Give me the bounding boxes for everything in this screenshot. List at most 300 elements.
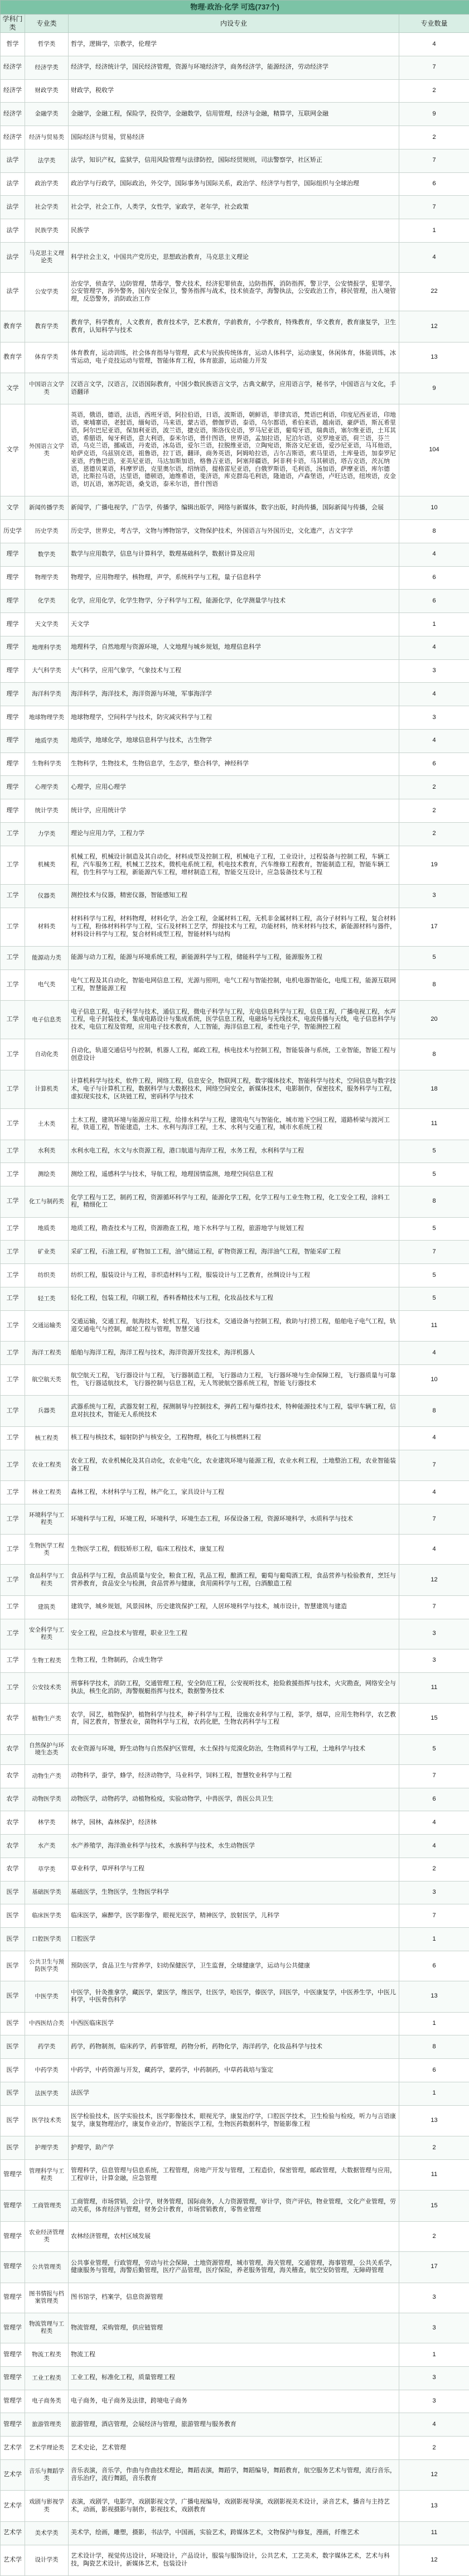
row-majors: 自动化，轨道交通信号与控制，机器人工程，邮政工程，核电技术与控制工程，智能装备与系统，工业智能，智能工程与创意设计 <box>69 1039 399 1070</box>
table-row <box>1 1704 469 1735</box>
row-category: 工学 <box>1 1535 25 1565</box>
table-row <box>1 2105 469 2136</box>
row-category: 理学 <box>1 636 25 659</box>
row-majors: 心理学，应用心理学 <box>69 776 399 799</box>
table-row <box>1 543 469 566</box>
table-row <box>1 126 469 149</box>
row-subcategory: 机械类 <box>25 846 69 884</box>
row-majors: 国际经济与贸易，贸易经济 <box>69 126 399 149</box>
table-row <box>1 2159 469 2191</box>
row-majors: 环境科学与工程，环境工程，环境科学，环境生态工程，环保设备工程，资源环境科学，水质科学与技术 <box>69 1504 399 1534</box>
row-subcategory: 公共卫生与预防医学类 <box>25 1951 69 1981</box>
row-category: 工学 <box>1 1450 25 1481</box>
row-category: 医学 <box>1 1904 25 1928</box>
row-subcategory: 矿业类 <box>25 1241 69 1264</box>
row-category: 工学 <box>1 846 25 884</box>
table-title: 物理·政治·化学 可选(737个) <box>1 1 469 15</box>
row-subcategory: 马克思主义理论类 <box>25 242 69 272</box>
row-majors: 基础医学，生物医学，生物医学科学 <box>69 1881 399 1904</box>
row-subcategory: 天文学类 <box>25 613 69 636</box>
row-category: 医学 <box>1 2105 25 2136</box>
row-count: 1 <box>399 219 469 243</box>
table-row <box>1 1734 469 1764</box>
row-subcategory: 管理科学与工程类 <box>25 2159 69 2191</box>
row-majors: 化学工程与工艺，制药工程，资源循环科学与工程，能源化学工程，化学工程与工业生物工程，化工安全工程，涂料工程，精细化工 <box>69 1186 399 1218</box>
row-majors: 测绘工程，遥感科学与技术，导航工程，地理国情监测，地理空间信息工程 <box>69 1163 399 1186</box>
row-majors: 管理科学，信息管理与信息系统，工程管理，房地产开发与管理，工程造价，保密管理，邮政管理，大数据管理与应用，工程审计，计算金融，应急管理 <box>69 2159 399 2191</box>
row-category: 文学 <box>1 496 25 520</box>
row-majors: 化学，应用化学，化学生物学，分子科学与工程，能源化学，化学测量学与技术 <box>69 590 399 613</box>
row-category: 管理学 <box>1 2413 25 2437</box>
header-majors: 内设专业 <box>69 15 399 33</box>
table-row <box>1 1881 469 1904</box>
row-count: 6 <box>399 590 469 613</box>
row-count: 8 <box>399 1396 469 1427</box>
row-category: 工学 <box>1 1241 25 1264</box>
row-category: 工学 <box>1 1504 25 1534</box>
row-subcategory: 水产类 <box>25 1835 69 1858</box>
row-subcategory: 林学类 <box>25 1811 69 1835</box>
row-count: 3 <box>399 2366 469 2390</box>
row-category: 法学 <box>1 149 25 172</box>
row-count: 4 <box>399 33 469 56</box>
row-count: 6 <box>399 1951 469 1981</box>
row-category: 管理学 <box>1 2366 25 2390</box>
row-majors: 农业资源与环境，野生动物与自然保护区管理，水土保持与荒漠化防治，生物质科学与工程，土地科学与技术 <box>69 1734 399 1764</box>
table-row <box>1 2343 469 2367</box>
row-count: 7 <box>399 196 469 219</box>
table-body <box>1 33 469 2576</box>
row-category: 工学 <box>1 1396 25 1427</box>
row-majors: 法学，知识产权，监狱学，信用风险管理与法律防控，国际经贸规则，司法警察学，社区矫正 <box>69 149 399 172</box>
table-row <box>1 636 469 659</box>
row-subcategory: 动物生产类 <box>25 1764 69 1788</box>
table-row <box>1 1039 469 1070</box>
row-subcategory: 测绘类 <box>25 1163 69 1186</box>
row-category: 文学 <box>1 404 25 496</box>
row-count: 1 <box>399 2082 469 2105</box>
row-category: 工学 <box>1 1565 25 1596</box>
row-count: 11 <box>399 1109 469 1140</box>
row-count: 18 <box>399 1070 469 1108</box>
row-majors: 地球物理学，空间科学与技术，防灾减灾科学与工程 <box>69 706 399 730</box>
row-majors: 表演，戏剧学，电影学，戏剧影视文学，广播电视编导，戏剧影视导演，戏剧影视美术设计，录音艺术，播音与主持艺术，动画，影视摄影与制作，影视技术，戏剧教育 <box>69 2491 399 2522</box>
row-category: 工学 <box>1 1342 25 1365</box>
header-category: 学科门类 <box>1 15 25 33</box>
row-count: 15 <box>399 1704 469 1735</box>
row-subcategory: 公安学类 <box>25 273 69 311</box>
row-subcategory: 工商管理类 <box>25 2191 69 2222</box>
table-row <box>1 2221 469 2251</box>
row-count: 4 <box>399 683 469 706</box>
table-row <box>1 1595 469 1619</box>
row-subcategory: 轻工类 <box>25 1287 69 1310</box>
table-row <box>1 1951 469 1981</box>
row-subcategory: 植物生产类 <box>25 1704 69 1735</box>
row-majors: 图书馆学，档案学，信息资源管理 <box>69 2283 399 2313</box>
row-majors: 口腔医学 <box>69 1928 399 1951</box>
row-category: 理学 <box>1 659 25 683</box>
table-row <box>1 242 469 272</box>
row-majors: 动物科学，蚕学，蜂学，经济动物学，马业科学，饲料工程，智慧牧业科学与工程 <box>69 1764 399 1788</box>
row-category: 农学 <box>1 1835 25 1858</box>
row-majors: 生物医学工程，假肢矫形工程，临床工程技术，康复工程 <box>69 1535 399 1565</box>
row-subcategory: 公共管理类 <box>25 2252 69 2283</box>
row-count: 15 <box>399 2191 469 2222</box>
table-row <box>1 659 469 683</box>
row-subcategory: 财政学类 <box>25 79 69 103</box>
row-category: 教育学 <box>1 342 25 373</box>
row-category: 医学 <box>1 2035 25 2059</box>
row-majors: 林学，园林，森林保护，经济林 <box>69 1811 399 1835</box>
table-row <box>1 1811 469 1835</box>
row-count: 11 <box>399 2159 469 2191</box>
row-majors: 船舶与海洋工程，海洋工程与技术，海洋资源开发技术，海洋机器人 <box>69 1342 399 1365</box>
table-row <box>1 1928 469 1951</box>
row-subcategory: 建筑类 <box>25 1595 69 1619</box>
row-majors: 经济学，经济统计学，国民经济管理，资源与环境经济学，商务经济学，能源经济，劳动经济学 <box>69 56 399 79</box>
table-row <box>1 1450 469 1481</box>
row-count: 19 <box>399 846 469 884</box>
row-majors: 水利水电工程，水文与水资源工程，港口航道与海岸工程，水务工程，水利科学与工程 <box>69 1140 399 1163</box>
row-category: 经济学 <box>1 103 25 126</box>
table-row <box>1 273 469 311</box>
row-subcategory: 金融学类 <box>25 103 69 126</box>
row-count: 7 <box>399 1450 469 1481</box>
table-row <box>1 683 469 706</box>
row-category: 农学 <box>1 1858 25 1881</box>
row-count: 1 <box>399 2012 469 2035</box>
row-count: 3 <box>399 1649 469 1672</box>
row-category: 工学 <box>1 969 25 1001</box>
row-category: 理学 <box>1 799 25 823</box>
row-category: 医学 <box>1 2012 25 2035</box>
row-majors: 公共事业管理，行政管理，劳动与社会保障，土地资源管理，城市管理，海关管理，交通管理，海事管理，公共关系学，健康服务与管理，海警后勤管理，医疗产品管理，医疗保险，养老服务管理，海关稽查，航空安防管理，无障碍管理 <box>69 2252 399 2283</box>
row-majors: 工业工程，标准化工程，质量管理工程 <box>69 2366 399 2390</box>
row-subcategory: 医学技术类 <box>25 2105 69 2136</box>
row-category: 工学 <box>1 1109 25 1140</box>
row-category: 农学 <box>1 1704 25 1735</box>
row-count: 8 <box>399 520 469 543</box>
row-subcategory: 药学类 <box>25 2035 69 2059</box>
row-count: 7 <box>399 1504 469 1534</box>
row-subcategory: 材料类 <box>25 908 69 946</box>
table-row <box>1 1264 469 1287</box>
row-count: 4 <box>399 636 469 659</box>
row-category: 法学 <box>1 196 25 219</box>
row-category: 艺术学 <box>1 2437 25 2460</box>
row-subcategory: 民族学类 <box>25 219 69 243</box>
row-count: 2 <box>399 79 469 103</box>
header-subcategory: 专业类 <box>25 15 69 33</box>
row-category: 工学 <box>1 1426 25 1450</box>
row-majors: 医学检验技术，医学实验技术，医学影像技术，眼视光学，康复治疗学，口腔医学技术，卫生检验与检疫，听力与言语康复学，康复物理治疗，康复作业治疗，智能医学工程，生物医药数据科学，智能影像工程 <box>69 2105 399 2136</box>
row-majors: 武器系统与工程，武器发射工程，探测制导与控制技术，弹药工程与爆炸技术，特种能源技术与工程，装甲车辆工程，信息对抗技术，智能无人系统技术 <box>69 1396 399 1427</box>
row-majors: 土木工程，建筑环境与能源应用工程，给排水科学与工程，建筑电气与智能化，城市地下空间工程，道路桥梁与渡河工程，铁道工程，智能建造，土木、水利与海洋工程，土木、水利与交通工程，城市水系统工程 <box>69 1109 399 1140</box>
table-row <box>1 969 469 1001</box>
row-subcategory: 地球物理学类 <box>25 706 69 730</box>
row-subcategory: 数学类 <box>25 543 69 566</box>
row-majors: 地质工程，勘查技术与工程，资源勘查工程，地下水科学与工程，旅游地学与规划工程 <box>69 1217 399 1241</box>
row-subcategory: 核工程类 <box>25 1426 69 1450</box>
row-category: 管理学 <box>1 2390 25 2413</box>
row-subcategory: 图书情报与档案管理类 <box>25 2283 69 2313</box>
row-count: 22 <box>399 273 469 311</box>
row-majors: 机械工程，机械设计制造及其自动化，材料成型及控制工程，机械电子工程，工业设计，过程装备与控制工程，车辆工程，汽车服务工程，机械工艺技术，微机电系统工程，机电技术教育，汽车维修工程教育，智能制造工程，智能车辆工程，仿生科学与工程，新能源汽车工程，增材制造工程，智能交互设计，应急装备技术与工程 <box>69 846 399 884</box>
row-category: 理学 <box>1 706 25 730</box>
row-subcategory: 农业工程类 <box>25 1450 69 1481</box>
table-row <box>1 1504 469 1534</box>
table-row <box>1 79 469 103</box>
row-category: 经济学 <box>1 56 25 79</box>
table-row <box>1 706 469 730</box>
row-majors: 金融学，金融工程，保险学，投资学，金融数学，信用管理，经济与金融，精算学，互联网金融 <box>69 103 399 126</box>
row-majors: 交通运输，交通工程，航海技术，轮机工程，飞行技术，交通设备与控制工程，救助与打捞工程，船舶电子电气工程，轨道交通电气与控制，邮轮工程与管理，智慧交通 <box>69 1310 399 1342</box>
row-majors: 中药学，中药资源与开发，藏药学，蒙药学，中药制药，中草药栽培与鉴定 <box>69 2059 399 2082</box>
row-count: 104 <box>399 404 469 496</box>
row-majors: 物流管理，采购管理，供应链管理 <box>69 2313 399 2343</box>
row-category: 工学 <box>1 908 25 946</box>
table-row <box>1 342 469 373</box>
row-category: 管理学 <box>1 2313 25 2343</box>
table-row <box>1 946 469 969</box>
row-majors: 地理科学，自然地理与资源环境，人文地理与城乡规划，地理信息科学 <box>69 636 399 659</box>
row-subcategory: 生物医学工程类 <box>25 1535 69 1565</box>
row-count: 2 <box>399 799 469 823</box>
row-count: 7 <box>399 1904 469 1928</box>
table-row <box>1 33 469 56</box>
table-row <box>1 799 469 823</box>
row-subcategory: 中国语言文学类 <box>25 373 69 404</box>
table-row <box>1 1858 469 1881</box>
table-row <box>1 2413 469 2437</box>
row-subcategory: 航空航天类 <box>25 1364 69 1396</box>
row-count: 12 <box>399 311 469 342</box>
row-subcategory: 新闻传播学类 <box>25 496 69 520</box>
row-subcategory: 护理学类 <box>25 2136 69 2160</box>
header-count: 专业数量 <box>399 15 469 33</box>
row-majors: 旅游管理，酒店管理，会展经济与管理，旅游管理与服务教育 <box>69 2413 399 2437</box>
row-count: 1 <box>399 1928 469 1951</box>
row-category: 哲学 <box>1 33 25 56</box>
table-row <box>1 373 469 404</box>
table-row <box>1 2136 469 2160</box>
row-majors: 法医学 <box>69 2082 399 2105</box>
row-category: 农学 <box>1 1734 25 1764</box>
row-count: 11 <box>399 2521 469 2545</box>
table-row <box>1 613 469 636</box>
table-row <box>1 1287 469 1310</box>
row-subcategory: 兵器类 <box>25 1396 69 1427</box>
row-category: 工学 <box>1 1039 25 1070</box>
table-row <box>1 2521 469 2545</box>
row-majors: 农林经济管理，农村区域发展 <box>69 2221 399 2251</box>
row-majors: 数学与应用数学，信息与计算科学，数理基础科学，数据计算及应用 <box>69 543 399 566</box>
row-subcategory: 政治学类 <box>25 172 69 196</box>
table-row <box>1 1217 469 1241</box>
row-count: 4 <box>399 543 469 566</box>
row-subcategory: 物理学类 <box>25 566 69 590</box>
row-majors: 草业科学，草坪科学与工程 <box>69 1858 399 1881</box>
row-count: 7 <box>399 1764 469 1788</box>
row-category: 理学 <box>1 776 25 799</box>
row-count: 2 <box>399 1858 469 1881</box>
row-category: 医学 <box>1 2059 25 2082</box>
row-count: 4 <box>399 1535 469 1565</box>
row-majors: 采矿工程，石油工程，矿物加工工程，油气储运工程，矿物资源工程，海洋油气工程，智能采矿工程 <box>69 1241 399 1264</box>
table-row <box>1 1788 469 1811</box>
row-count: 2 <box>399 2437 469 2460</box>
row-majors: 天文学 <box>69 613 399 636</box>
row-category: 工学 <box>1 1672 25 1704</box>
table-row <box>1 2437 469 2460</box>
row-count: 4 <box>399 2413 469 2437</box>
row-majors: 建筑学，城乡规划，风景园林，历史建筑保护工程，人居环境科学与技术，城市设计，智慧建筑与建造 <box>69 1595 399 1619</box>
row-category: 理学 <box>1 613 25 636</box>
row-category: 工学 <box>1 1186 25 1218</box>
row-category: 艺术学 <box>1 2521 25 2545</box>
row-category: 医学 <box>1 2136 25 2160</box>
table-row <box>1 496 469 520</box>
row-category: 法学 <box>1 219 25 243</box>
row-majors: 材料科学与工程，材料物理，材料化学，冶金工程，金属材料工程，无机非金属材料工程，高分子材料与工程，复合材料与工程，粉体材料科学与工程，宝石及材料工艺学，焊接技术与工程，功能材料，纳米材料与技术，新能源材料与器件，材料设计科学与工程，复合材料成型工程，智能材料与结构 <box>69 908 399 946</box>
row-subcategory: 草学类 <box>25 1858 69 1881</box>
row-majors: 生物工程，生物制药，合成生物学 <box>69 1649 399 1672</box>
row-majors: 轻化工程，包装工程，印刷工程，香料香精技术与工程，化妆品技术与工程 <box>69 1287 399 1310</box>
row-count: 13 <box>399 1981 469 2013</box>
row-category: 工学 <box>1 1595 25 1619</box>
row-count: 12 <box>399 1565 469 1596</box>
table-row <box>1 729 469 752</box>
row-category: 管理学 <box>1 2343 25 2367</box>
row-subcategory: 地质类 <box>25 1217 69 1241</box>
table-row <box>1 2035 469 2059</box>
row-subcategory: 电气类 <box>25 969 69 1001</box>
table-row <box>1 1310 469 1342</box>
row-count: 3 <box>399 2390 469 2413</box>
table-row <box>1 2491 469 2522</box>
row-category: 工学 <box>1 1217 25 1241</box>
row-count: 3 <box>399 2283 469 2313</box>
row-majors: 政治学与行政学，国际政治，外交学，国际事务与国际关系，政治学、经济学与哲学，国际组织与全球治理 <box>69 172 399 196</box>
table-row <box>1 1835 469 1858</box>
table-row <box>1 311 469 342</box>
row-majors: 哲学，逻辑学，宗教学，伦理学 <box>69 33 399 56</box>
row-category: 工学 <box>1 1163 25 1186</box>
row-subcategory: 自然保护与环境生态类 <box>25 1734 69 1764</box>
row-majors: 中医学，针灸推拿学，藏医学，蒙医学，维医学，壮医学，哈医学，傣医学，回医学，中医康复学，中医养生学，中医儿科学，中医骨伤科学 <box>69 1981 399 2013</box>
table-row <box>1 908 469 946</box>
table-row <box>1 219 469 243</box>
row-category: 法学 <box>1 242 25 272</box>
row-category: 工学 <box>1 1364 25 1396</box>
table-row <box>1 2082 469 2105</box>
row-subcategory: 计算机类 <box>25 1070 69 1108</box>
row-category: 工学 <box>1 1619 25 1649</box>
table-row <box>1 884 469 908</box>
row-majors: 历史学，世界史，考古学，文物与博物馆学，文物保护技术，外国语言与外国历史，文化遗产，古文字学 <box>69 520 399 543</box>
row-majors: 美术学，绘画，雕塑，摄影，书法学，中国画，实验艺术，跨媒体艺术，文物保护与修复，漫画，纤维艺术 <box>69 2521 399 2545</box>
row-category: 工学 <box>1 1140 25 1163</box>
table-row <box>1 2366 469 2390</box>
table-row <box>1 1396 469 1427</box>
row-subcategory: 中药学类 <box>25 2059 69 2082</box>
row-subcategory: 海洋工程类 <box>25 1342 69 1365</box>
row-count: 17 <box>399 908 469 946</box>
table-row <box>1 1001 469 1039</box>
row-subcategory: 大气科学类 <box>25 659 69 683</box>
row-subcategory: 设计学类 <box>25 2545 69 2576</box>
row-count: 7 <box>399 1595 469 1619</box>
row-majors: 理论与应用力学，工程力学 <box>69 822 399 846</box>
table-row <box>1 56 469 79</box>
table-row <box>1 2545 469 2576</box>
table-row <box>1 1565 469 1596</box>
row-count: 8 <box>399 1039 469 1070</box>
row-majors: 预防医学，食品卫生与营养学，妇幼保健医学，卫生监督，全球健康学，运动与公共健康 <box>69 1951 399 1981</box>
table-row <box>1 2191 469 2222</box>
row-majors: 农业工程，农业机械化及其自动化，农业电气化，农业建筑环境与能源工程，农业水利工程，土地整治工程，农业智能装备工程 <box>69 1450 399 1481</box>
row-count: 7 <box>399 1241 469 1264</box>
row-majors: 艺术设计学，视觉传达设计，环境设计，产品设计，服装与服饰设计，公共艺术，工艺美术，数字媒体艺术，艺术与科技，陶瓷艺术设计，新媒体艺术，包装设计 <box>69 2545 399 2576</box>
row-category: 工学 <box>1 1287 25 1310</box>
table-row <box>1 149 469 172</box>
row-subcategory: 物流管理与工程类 <box>25 2313 69 2343</box>
row-subcategory: 社会学类 <box>25 196 69 219</box>
row-majors: 财政学，税收学 <box>69 79 399 103</box>
table-row <box>1 846 469 884</box>
row-majors: 英语，俄语，德语，法语，西班牙语，阿拉伯语，日语，波斯语，朝鲜语，菲律宾语，梵语巴利语，印度尼西亚语，印地语，柬埔寨语，老挝语，缅甸语，马来语，蒙古语，僧伽罗语，泰语，乌尔都语，希伯来语，越南语，豪萨语，斯瓦希里语，阿尔巴尼亚语，保加利亚语，波兰语，捷克语，斯洛伐克语，罗马尼亚语，葡萄牙语，瑞典语，塞尔维亚语，土耳其语，希腊语，匈牙利语，意大利语，泰米尔语，普什图语，世界语，孟加拉语，尼泊尔语，克罗地亚语，荷兰语，芬兰语，乌克兰语，挪威语，丹麦语，冰岛语，爱尔兰语，拉脱维亚语，立陶宛语，斯洛文尼亚语，爱沙尼亚语，马耳他语，哈萨克语，乌兹别克语，祖鲁语，拉丁语，翻译，商务英语，阿姆哈拉语，吉尔吉斯语，索马里语，土库曼语，加泰罗尼亚语，约鲁巴语，亚美尼亚语，马达加斯加语，格鲁吉亚语，阿塞拜疆语，阿非利卡语，马其顿语，塔吉克语，茨瓦纳语，恩德贝莱语，科摩罗语，克里奥尔语，绍纳语，提格雷尼亚语，白俄罗斯语，毛利语，汤加语，萨摩亚语，库尔德语，比斯拉马语，达里语，德顿语，迪维希语，斐济语，库克群岛毛利语，隆迪语，卢森堡语，卢旺达语，纽埃语，皮金语，切瓦语，塞苏陀语，桑戈语，泰米尔语，普什图语 <box>69 404 399 496</box>
row-majors: 民族学 <box>69 219 399 243</box>
row-count: 5 <box>399 1217 469 1241</box>
row-subcategory: 水利类 <box>25 1140 69 1163</box>
row-count: 1 <box>399 2343 469 2367</box>
table-row <box>1 1364 469 1396</box>
row-category: 医学 <box>1 1928 25 1951</box>
row-majors: 工商管理，市场营销，会计学，财务管理，国际商务，人力资源管理，审计学，资产评估，物业管理，文化产业管理，劳动关系，体育经济与管理，财务会计教育，市场营销教育，零售业管理 <box>69 2191 399 2222</box>
table-row <box>1 1109 469 1140</box>
row-category: 工学 <box>1 1001 25 1039</box>
row-count: 6 <box>399 1788 469 1811</box>
row-category: 艺术学 <box>1 2459 25 2491</box>
table-row <box>1 2059 469 2082</box>
row-count: 6 <box>399 566 469 590</box>
row-count: 17 <box>399 2252 469 2283</box>
row-majors: 能源与动力工程，能源与环境系统工程，新能源科学与工程，储能科学与工程，能源服务工程 <box>69 946 399 969</box>
row-category: 工学 <box>1 1264 25 1287</box>
row-majors: 海洋科学，海洋技术，海洋资源与环境，军事海洋学 <box>69 683 399 706</box>
row-subcategory: 音乐与舞蹈学类 <box>25 2459 69 2491</box>
table-row <box>1 1649 469 1672</box>
row-category: 理学 <box>1 543 25 566</box>
row-count: 2 <box>399 2136 469 2160</box>
row-count: 4 <box>399 1481 469 1504</box>
row-count: 3 <box>399 884 469 908</box>
row-subcategory: 艺术学理论类 <box>25 2437 69 2460</box>
table-row <box>1 196 469 219</box>
row-subcategory: 生物工程类 <box>25 1649 69 1672</box>
row-majors: 统计学，应用统计学 <box>69 799 399 823</box>
row-count: 5 <box>399 1264 469 1287</box>
row-majors: 中西医临床医学 <box>69 2012 399 2035</box>
row-subcategory: 电子信息类 <box>25 1001 69 1039</box>
row-count: 8 <box>399 969 469 1001</box>
row-subcategory: 动物医学类 <box>25 1788 69 1811</box>
row-count: 3 <box>399 1881 469 1904</box>
row-majors: 药学，药物制剂，临床药学，药事管理，药物分析，药物化学，海洋药学，化妆品科学与技术 <box>69 2035 399 2059</box>
row-subcategory: 地质学类 <box>25 729 69 752</box>
row-majors: 体育教育，运动训练，社会体育指导与管理，武术与民族传统体育，运动人体科学，运动康复，休闲体育，体能训练，冰雪运动，电子竞技运动与管理，智能体育工程，体育旅游，运动能力开发 <box>69 342 399 373</box>
